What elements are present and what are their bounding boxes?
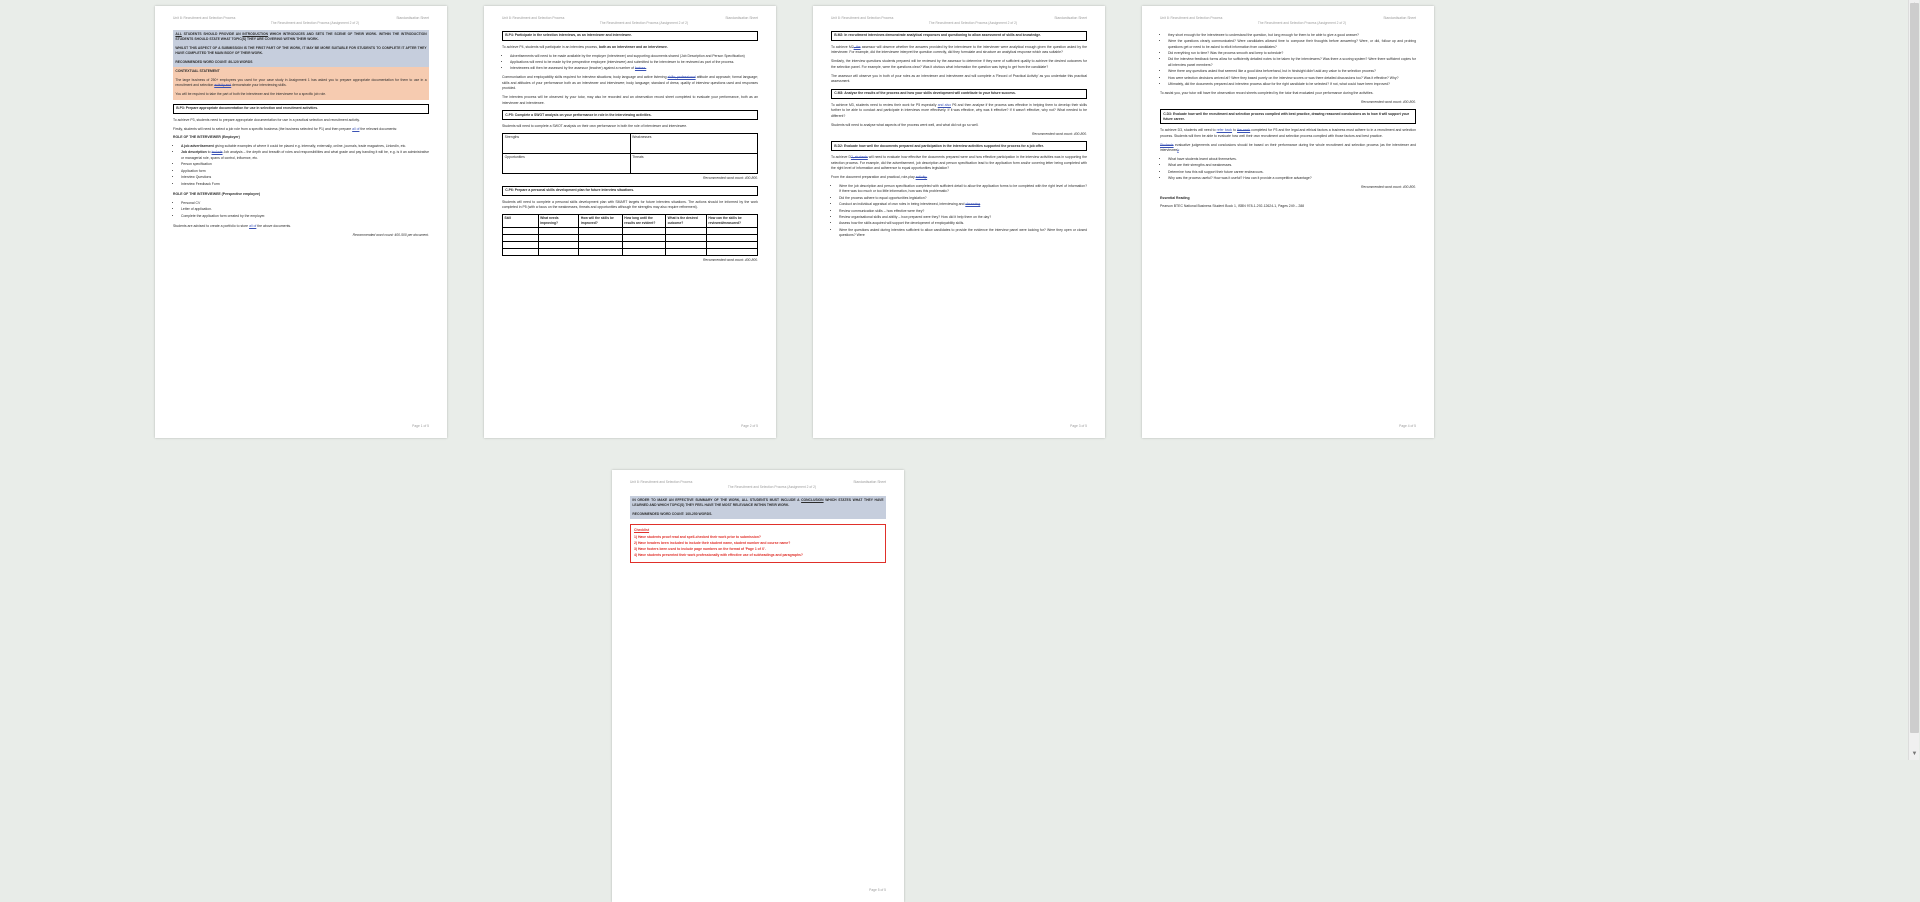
header-sheet-label: Standardisation Sheet [396, 16, 429, 20]
header-subtitle: The Recruitment and Selection Process (Assignment 2 of 2) [928, 21, 1018, 26]
checklist-box [630, 524, 886, 563]
document-page-2[interactable] [484, 6, 776, 438]
m3-para-2: Students will need to analyse what aspects of the process went well, and what did not go so well. [831, 122, 979, 127]
vertical-scrollbar[interactable] [1908, 0, 1919, 760]
word-count-note [502, 176, 758, 181]
list-item: • Interview Feedback Form [181, 182, 429, 188]
header-subtitle: The Recruitment and Selection Process (Assignment 2 of 2) [270, 21, 360, 26]
intro-para-2: WHILST THIS ASPECT OF A SUBMISSION IS THE FIRST PART OF THE WORK, IT MAY BE MORE SUITABLE FOR STUDENTS TO COMPLETE IT AFTER THEY HAVE COMPLETED THE MAIN BODY OF THEIR WORK. [175, 45, 427, 56]
word-count-note [831, 132, 1087, 137]
wc-label: Recommended word count: [702, 176, 744, 181]
swot-weaknesses: Weaknesses [630, 134, 758, 154]
table-row [503, 249, 758, 256]
criterion-c-m3: C.M3: Analyse the results of the process and how your skills development will contribute to your future success. [831, 89, 1087, 99]
table-row [503, 134, 758, 154]
page-number-3: Page 3 of 5 [1070, 424, 1087, 428]
d3-para-1: To achieve D3, students will need to refer back to the work completed for P3 and the legal and ethical factors a business must adhere to in a recruitment and selection process. Students will then be able to evaluate how well their own recruitment and selection process complied with those factors and best practice. [1160, 128, 1416, 138]
p3-closing: Students are advised to create a portfolio to store all of the above documents. [173, 224, 292, 229]
p4-intro: To achieve P4, students will participate in an interview process, both as an interviewer and an interviewee. [502, 44, 668, 49]
wc-value: 400-800. [744, 258, 758, 263]
table-row [503, 228, 758, 235]
page-header [173, 16, 429, 27]
essential-reading-section [1160, 196, 1416, 210]
col-how-improved: How will the skills be improved? [579, 215, 622, 228]
m3-para-1: To achieve M3, students need to review their work for P5 especially and also P6 and then analyse if the process was effective in helping them to develop their skills further to be able to conduct and participate in interviews more effectively. If it was effective, why was it effective? If it wasn't effective, why not? What needed to be different? [831, 102, 1088, 119]
list-item: • Interview Questions [181, 175, 429, 181]
p3-body-1: To achieve P3, students need to prepare appropriate documentation for use in a practical selection and recruitment activity. [173, 117, 360, 122]
checklist-item: 1) Have students proof read and spell-checked their work prior to submission? [634, 534, 761, 539]
list-item: • Determine how this will support their future career endeavours. [1168, 170, 1416, 176]
list-item: • Job description to include Job analysis – the depth and breadth of roles and responsibilities and what grade and pay banding it will be, e.g. is it an administrative or managerial role, spans of control, influence, etc. [181, 150, 429, 161]
contextual-title: CONTEXTUAL STATEMENT [175, 69, 220, 74]
scrollbar-thumb[interactable] [1910, 3, 1919, 733]
criterion-c-p5: C.P5: Complete a SWOT analysis on your performance in role in the interviewing activities. [502, 110, 758, 120]
introduction-block [173, 30, 429, 67]
scroll-down-arrow[interactable]: ▼ [1911, 751, 1918, 757]
p6-intro: Students will need to complete a personal skills development plan with SMART targets for future interview situations. The actions should be informed by the work completed in P5 (with a focus on the weaknesses, threats and opportunities although the strengths may also require refinement). [502, 199, 758, 210]
wc-value: 400-800. [1073, 131, 1087, 136]
wc-value: 400-800. [1402, 184, 1416, 189]
wc-label: Recommended word count: [702, 258, 744, 263]
d3-list [1160, 157, 1416, 182]
wc-value: 400-500 per document. [394, 233, 429, 238]
page-number-5: Page 5 of 5 [869, 888, 886, 892]
essential-reading-title: Essential Reading [1160, 196, 1190, 201]
word-count-note [1160, 100, 1416, 105]
conclusion-block [630, 496, 886, 520]
p4-para-1: Communication and employability skills required for interview situations; body language and active listening skills; professional attitude and approach; formal language; skills and attitudes of your performance both as an interviewer and interviewee; body language; standard of dress; quality of interview questions used and responses provided. [502, 75, 758, 91]
m2-para-3: The assessor will observe you in both of your roles as an interviewer and interviewee and will complete a 'Record of Practical Activity' as you undertake this practical assessment. [831, 73, 1087, 84]
checklist-item: 3) Have footers been used to include page numbers on the format of 'Page 1 of X'. [634, 547, 766, 552]
header-subtitle: The Recruitment and Selection Process (Assignment 2 of 2) [1257, 21, 1347, 26]
essential-reading-text: Pearson BTEC National Business Student Book 1, ISBN 978-1-292-12624-1, Pages 249 – 288 [1160, 204, 1305, 209]
header-unit-label: Unit 8: Recruitment and Selection Process [630, 480, 693, 484]
list-item: • What have students learnt about themselves. [1168, 157, 1416, 163]
page-header [831, 16, 1087, 27]
list-item: • Were the questions asked during interview sufficient to allow candidates to provide the evidence the interview panel were looking for? Were they open or closed questions? Were [839, 228, 1087, 239]
list-item: • Review organisational skills and ability – how prepared were they? How did it help them on the day? [839, 215, 1087, 221]
document-page-1[interactable] [155, 6, 447, 438]
role-interviewer-list [173, 144, 429, 187]
table-header-row [503, 215, 758, 228]
d3-para-2: Students evaluative judgements and conclusions should be based on their performance during the whole recruitment and selection process (as the interviewer and interviewee): [1160, 142, 1416, 153]
list-item: • Conduct an individual appraisal of own roles in being interviewed, interviewing and observing [839, 202, 1087, 208]
header-unit-label: Unit 8: Recruitment and Selection Process [502, 16, 565, 20]
contextual-statement-block [173, 67, 429, 100]
conclusion-para-2: RECOMMENDED WORD COUNT: 100-250 WORDS. [632, 511, 713, 516]
page-number-1: Page 1 of 5 [412, 424, 429, 428]
wc-label: Recommended word count: [1031, 131, 1073, 136]
table-row [503, 154, 758, 174]
list-item: • Ultimately, did the documents prepared and interview process allow for the right candidate to be selected? If not, what could have been improved? [1168, 82, 1416, 88]
header-subtitle: The Recruitment and Selection Process (Assignment 2 of 2) [599, 21, 689, 26]
list-item: • Person specification [181, 162, 429, 168]
list-item: • Assess how the skills acquired will support the development of employability skills. [839, 221, 1087, 227]
m2-para-1: To achieve M2, the assessor will observe whether the answers provided by the interviewee to the interviewer were analytical enough given the question asked by the interviewer. For example, did the interviewee interpret the question correctly, did they formulate and structure an analytical response which was suitable? [831, 44, 1087, 55]
list-item: • Complete the application form created by the employer. [181, 214, 429, 220]
contextual-para-2: You will be required to take the part of both the interviewer and the interviewee for a specific job role. [175, 92, 327, 96]
header-subtitle: The Recruitment and Selection Process (Assignment 2 of 2) [727, 485, 817, 490]
col-reviewed-measured: How can the skills be reviewed/measured? [706, 215, 757, 228]
list-item: • Did everything run to time? Was the process smooth and keep to schedule? [1168, 51, 1416, 57]
list-item: • Application form [181, 169, 429, 175]
document-page-4[interactable] [1142, 6, 1434, 438]
header-sheet-label: Standardisation Sheet [853, 480, 886, 484]
document-page-3[interactable] [813, 6, 1105, 438]
page-header [502, 16, 758, 27]
header-sheet-label: Standardisation Sheet [725, 16, 758, 20]
p4-para-2: The interview process will be observed by your tutor, may also be recorded and an observation record sheet completed to evaluate your performance, both as an interviewer and interviewee. [502, 95, 758, 105]
list-item: • they short enough for the interviewee to understand the question, but long enough for them to be able to give a good answer? [1168, 33, 1416, 39]
conclusion-para-1: IN ORDER TO MAKE AN EFFECTIVE SUMMARY OF THE WORK, ALL STUDENTS MUST INCLUDE A CONCLUSION WHICH STATES WHAT THEY HAVE LEARNED AND WHICH TOPIC(S) THEY FEEL HAVE THE MOST RELEVANCE WITHIN THEIR WORK. [632, 497, 884, 508]
table-row [503, 235, 758, 242]
list-item: • What are their strengths and weaknesses. [1168, 163, 1416, 169]
intro-para-3: RECOMMENDED WORD COUNT: 80-120 WORDS [175, 59, 253, 64]
list-item: • How were selection decisions arrived at? Were they based purely on the interview scores or was there detailed discussions too? Was it effective? Why? [1168, 76, 1416, 82]
list-item: • Personal CV [181, 201, 429, 207]
list-item: • Were there any questions asked that seemed like a good idea beforehand, but in hindsight didn't add any value to the selection process? [1168, 69, 1416, 75]
list-item: • Were the job description and person specification completed with sufficient detail to allow the application forms to be completed with the right level of information? If there was too much or too little information, how was this problematic? [839, 184, 1087, 195]
swot-threats: Threats [630, 154, 758, 174]
page-number-2: Page 2 of 5 [741, 424, 758, 428]
d2-list [831, 184, 1087, 239]
page-number-4: Page 4 of 5 [1399, 424, 1416, 428]
header-sheet-label: Standardisation Sheet [1383, 16, 1416, 20]
col-skill: Skill [503, 215, 539, 228]
wc-label: Recommended word count: [1360, 99, 1402, 104]
list-item: • Why was the process useful? How was it useful? How can it provide a competitive advantage? [1168, 176, 1416, 182]
document-page-5[interactable] [612, 470, 904, 902]
list-item: • Applications will need to be made by the perspective employee (interviewee) and submitted to the interviewer to be reviewed as part of the process. [510, 60, 758, 66]
wc-label: Recommended word count: [1360, 184, 1402, 189]
criterion-c-d3: C.D3: Evaluate how well the recruitment and selection process complied with best practice, drawing reasoned conclusions as to how it will support your future career. [1160, 109, 1416, 124]
header-unit-label: Unit 8: Recruitment and Selection Process [1160, 16, 1223, 20]
checklist-item: 4) Have students presented their work professionally with effective use of subheadings and paragraphs? [634, 553, 804, 558]
p3-body-2: Firstly, students will need to select a job role from a specific business (the business selected for P1) and then prepare all of the relevant documents: [173, 126, 398, 131]
col-what-needs-improving: What needs improving? [538, 215, 579, 228]
swot-table [502, 133, 758, 174]
role-interviewer-title: ROLE OF THE INTERVIEWER (Employer) [173, 135, 240, 140]
contextual-para-1: The large business of 250+ employees you used for your case study in Assignment 1 has asked you to prepare appropriate documentation for them to use in a recruitment and selection activity and demonstrate your interviewing skills. [175, 77, 427, 88]
checklist-title: Checklist [634, 527, 650, 532]
m2-para-2: Similarly, the interview questions students prepared will be reviewed by the assessor to determine if they were of sufficient quality to achieve the desired outcomes for the selection panel. For example, were the questions clear? Was it obvious what information the question was trying to get from the candidate? [831, 59, 1087, 69]
list-item: • Advertisements will need to be made available by the employer (interviewer) and supporting documents shared (Job Description and Person Specification) [510, 54, 758, 60]
d2-para-1: To achieve D2, students will need to evaluate how effective the documents prepared were and how effective participation in the interview activities was in supporting the selection process. For example, did the advertisement, job description and person specification lead to the application form and/or covering letter being completed with the right level of information and adherence to equal opportunities legislation? [831, 155, 1087, 171]
swot-opportunities: Opportunities [503, 154, 631, 174]
page-header [1160, 16, 1416, 27]
table-row [503, 242, 758, 249]
list-item: • Did the process adhere to equal opportunities legislation? [839, 196, 1087, 202]
criterion-b-d2: B.D2: Evaluate how well the documents prepared and participation in the interview activities supported the process for a job offer. [831, 141, 1087, 151]
d2-closing-para: To assist you, your tutor will have the observation record sheets completed by the tutor that evaluated your performance during the activities. [1160, 90, 1374, 95]
d2-intro2: From the document preparation and practical, role-play activity: [831, 175, 928, 180]
word-count-note [1160, 185, 1416, 190]
word-count-note [173, 233, 429, 238]
swot-strengths: Strengths [503, 134, 631, 154]
header-unit-label: Unit 8: Recruitment and Selection Process [831, 16, 894, 20]
criterion-b-p3: B.P3: Prepare appropriate documentation for use in selection and recruitment activities. [173, 104, 429, 114]
criterion-b-p4: B.P4: Participate in the selection interviews, as an interviewer and interviewee. [502, 31, 758, 41]
checklist-item: 2) Have headers been included to include their student name, student number and course name? [634, 540, 791, 545]
d2-continued-list [1160, 33, 1416, 88]
col-how-long: How long until the results are evident? [622, 215, 665, 228]
skills-development-table [502, 214, 758, 256]
intro-para-1: ALL STUDENTS SHOULD PROVIDE AN INTRODUCTION WHICH INTRODUCES AND SETS THE SCENE OF THEIR WORK. WITHIN THE INTRODUCTION STUDENTS SHOULD STATE WHAT TOPIC(S) THEY ARE COVERING WITHIN THEIR WORK. [175, 31, 427, 42]
wc-value: 400-800. [744, 176, 758, 181]
p4-list [502, 54, 758, 72]
role-interviewee-list [173, 201, 429, 219]
list-item: • Review communication skills – how effective were they? [839, 209, 1087, 215]
criterion-b-m2: B.M2: In recruitment interviews demonstrate analytical responses and questioning to allow assessment of skills and knowledge. [831, 31, 1087, 41]
col-desired-outcome: What is the desired outcome? [666, 215, 707, 228]
word-count-note [502, 258, 758, 263]
role-interviewee-title: ROLE OF THE INTERVIEWEE (Perspective employee) [173, 192, 261, 197]
list-item: • Were the questions clearly communicated? Were candidates allowed time to compose their thoughts before answering? Were, or did, follow up and probing questions get or need to be asked to elicit information from candidates? [1168, 39, 1416, 50]
list-item: • Letter of application. [181, 207, 429, 213]
header-sheet-label: Standardisation Sheet [1054, 16, 1087, 20]
list-item: • A job advertisement giving suitable examples of where it could be placed e.g. internally, externally, online, journals, trade magazines, LinkedIn, etc. [181, 144, 429, 150]
wc-label: Recommended word count: [352, 233, 394, 238]
list-item: • Interviewees will then be assessed by the assessor (teacher) against a number of factors. [510, 66, 758, 72]
p5-intro: Students will need to complete a SWOT analysis on their own performance in both the role of interviewer and interviewee. [502, 124, 688, 129]
list-item: • Did the interview feedback forms allow for sufficiently detailed notes to be taken by the interviewers? Was there a scoring system? Were there sufficient copies for all interview panel members? [1168, 57, 1416, 68]
wc-value: 400-800. [1402, 99, 1416, 104]
page-header [630, 480, 886, 491]
header-unit-label: Unit 8: Recruitment and Selection Process [173, 16, 236, 20]
criterion-c-p6: C.P6: Prepare a personal skills development plan for future interview situations. [502, 186, 758, 196]
